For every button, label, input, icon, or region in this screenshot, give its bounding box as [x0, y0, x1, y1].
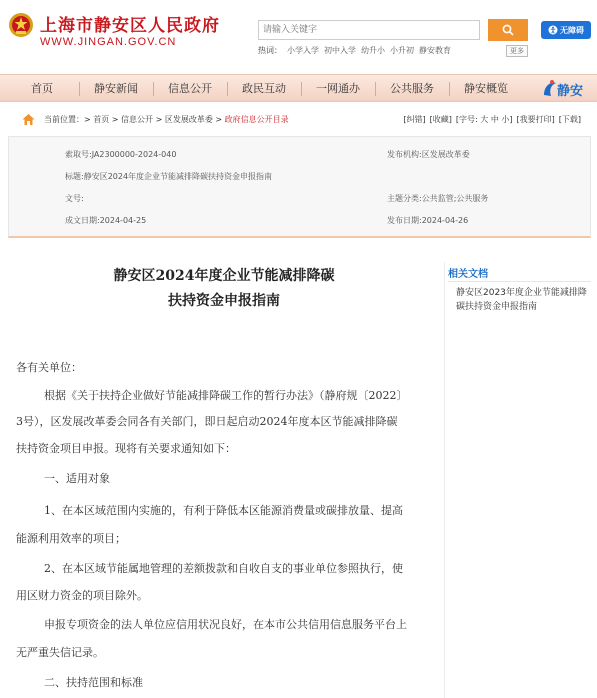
paragraph-line: 2、在本区域节能属地管理的差额拨款和自收自支的事业单位参照执行，使 — [44, 562, 403, 575]
nav-item-overview[interactable]: 静安概览 — [464, 82, 508, 95]
breadcrumb-home[interactable]: 首页 — [93, 115, 110, 124]
jingan-logo-text: 静安 — [557, 84, 584, 99]
nav-item-home[interactable]: 首页 — [31, 82, 53, 95]
favorite-button[interactable]: [收藏] — [429, 115, 452, 124]
meta-title: 标题:静安区2024年度企业节能减排降碳扶持资金申报指南 — [65, 172, 273, 181]
hot-words — [258, 45, 456, 56]
meta-category: 主题分类:公共监管;公共服务 — [387, 194, 489, 203]
print-button[interactable]: [我要打印] — [516, 115, 555, 124]
related-docs-title: 相关文档 — [448, 269, 488, 280]
breadcrumb-department[interactable]: 区发展改革委 — [164, 115, 213, 124]
national-emblem-icon — [8, 12, 34, 38]
nav-item-public-service[interactable]: 公共服务 — [390, 82, 434, 95]
search-button[interactable] — [488, 19, 528, 41]
sidebar-divider — [444, 262, 445, 698]
paragraph-line: 3号），区发展改革委会同各有关部门，即日起启动2024年度本区节能减排降碳 — [16, 415, 398, 428]
nav-item-interaction[interactable]: 政民互动 — [242, 82, 286, 95]
hot-word-link[interactable]: 静安教育 — [419, 46, 451, 55]
meta-agency: 发布机构:区发展改革委 — [387, 150, 470, 159]
site-name[interactable]: 上海市静安区人民政府 — [40, 16, 220, 36]
nav-item-info-disclosure[interactable]: 信息公开 — [168, 82, 212, 95]
breadcrumb-current[interactable]: 政府信息公开目录 — [224, 115, 289, 124]
accessibility-label: 无障碍 — [560, 25, 584, 35]
meta-published-date: 发布日期:2024-04-26 — [387, 216, 469, 225]
font-size-control[interactable]: [字号: 大 中 小] — [455, 115, 513, 124]
salutation: 各有关单位： — [16, 361, 82, 374]
site-url: WWW.JINGAN.GOV.CN — [40, 36, 177, 48]
related-doc-link[interactable]: 静安区2023年度企业节能减排降碳扶持资金申报指南 — [456, 288, 587, 312]
nav-item-one-stop-service[interactable]: 一网通办 — [316, 82, 360, 95]
section-heading: 二、扶持范围和标准 — [44, 676, 143, 689]
nav-item-news[interactable]: 静安新闻 — [94, 82, 138, 95]
paragraph-line: 申报专项资金的法人单位应信用状况良好，在本市公共信用信息服务平台上 — [44, 618, 407, 631]
search-input[interactable] — [258, 20, 480, 40]
nav-divider — [301, 82, 302, 96]
nav-divider — [79, 82, 80, 96]
article-title-line: 扶持资金申报指南 — [168, 293, 280, 309]
hot-word-link[interactable]: 幼升小 — [361, 46, 385, 55]
paragraph-line: 扶持资金项目申报。现将有关要求通知如下： — [16, 442, 236, 455]
home-icon — [22, 113, 35, 126]
nav-divider — [375, 82, 376, 96]
breadcrumb-info[interactable]: 信息公开 — [121, 115, 154, 124]
accessibility-button[interactable] — [541, 21, 591, 39]
more-hot-words-button[interactable]: 更多 — [506, 45, 528, 57]
paragraph-line: 用区财力资金的项目除外。 — [16, 589, 148, 602]
meta-index-number: 索取号:JA2300000-2024-040 — [65, 150, 177, 159]
hot-words-label: 热词： — [258, 46, 282, 55]
hot-word-link[interactable]: 小升初 — [390, 46, 414, 55]
accessibility-icon — [548, 25, 558, 35]
paragraph-line: 1、在本区域范围内实施的，有利于降低本区能源消费量或碳排放量、提高 — [44, 504, 403, 517]
meta-doc-number: 文号: — [65, 194, 84, 203]
paragraph-line: 无严重失信记录。 — [16, 646, 104, 659]
breadcrumb: 当前位置：> 首页 > 信息公开 > 区发展改革委 > 政府信息公开目录 — [44, 115, 289, 124]
article-title — [8, 264, 440, 314]
hot-word-link[interactable]: 小学入学 — [287, 46, 319, 55]
site-header — [0, 0, 597, 68]
nav-divider — [227, 82, 228, 96]
search-icon — [502, 24, 514, 36]
related-docs-divider — [448, 281, 591, 282]
section-heading: 一、适用对象 — [44, 472, 110, 485]
download-button[interactable]: [下载] — [558, 115, 581, 124]
paragraph-line: 能源利用效率的项目； — [16, 532, 126, 545]
paragraph-line: 根据《关于扶持企业做好节能减排降碳工作的暂行办法》（静府规〔2022〕 — [44, 389, 408, 402]
page-tools — [399, 114, 581, 125]
nav-divider — [153, 82, 154, 96]
meta-created-date: 成文日期:2024-04-25 — [65, 216, 147, 225]
document-metadata — [8, 136, 591, 238]
main-nav — [0, 74, 597, 102]
report-error-button[interactable]: [纠错] — [403, 115, 426, 124]
jingan-logo[interactable] — [540, 77, 590, 101]
nav-divider — [449, 82, 450, 96]
breadcrumb-bar — [8, 110, 591, 130]
breadcrumb-prefix: 当前位置： — [44, 115, 84, 124]
hot-word-link[interactable]: 初中入学 — [324, 46, 356, 55]
article-title-line: 静安区2024年度企业节能减排降碳 — [113, 268, 335, 284]
